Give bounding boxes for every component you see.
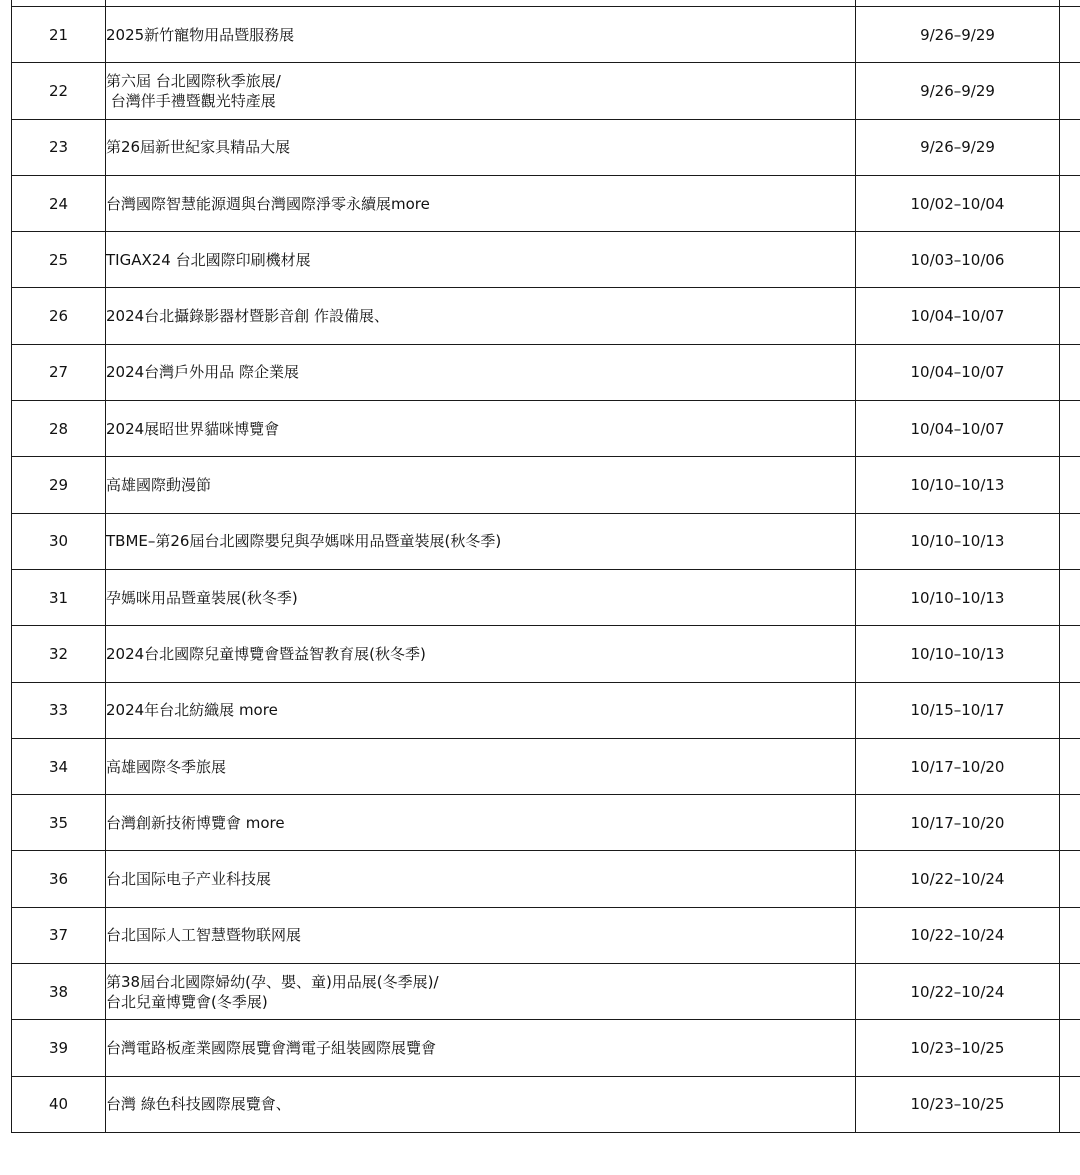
exhibition-name-line: 高雄國際動漫節	[106, 476, 212, 495]
exhibition-table	[11, 6, 1080, 1133]
extra-column-cell	[1060, 457, 1080, 513]
table-row	[12, 63, 1080, 119]
row-number: 30	[12, 513, 106, 569]
exhibition-name-line: 台灣創新技術博覽會 more	[106, 813, 285, 832]
row-number: 39	[12, 1020, 106, 1076]
exhibition-dates: 9/26–9/29	[856, 7, 1060, 63]
row-number: 34	[12, 738, 106, 794]
table-row	[12, 682, 1080, 738]
exhibition-name	[106, 63, 856, 119]
extra-column-cell	[1060, 1020, 1080, 1076]
exhibition-name	[106, 232, 856, 288]
exhibition-table-body	[12, 7, 1080, 1133]
exhibition-dates: 10/04–10/07	[856, 288, 1060, 344]
extra-column-cell	[1060, 513, 1080, 569]
extra-column-cell	[1060, 964, 1080, 1020]
table-row	[12, 1076, 1080, 1132]
table-row	[12, 401, 1080, 457]
exhibition-name-line: 2024年台北紡織展 more	[106, 701, 278, 720]
exhibition-name-line: 2024台北攝錄影器材暨影音創 作設備展、	[106, 307, 389, 326]
table-row	[12, 907, 1080, 963]
exhibition-name	[106, 964, 856, 1020]
table-row	[12, 175, 1080, 231]
table-row	[12, 119, 1080, 175]
extra-column-cell	[1060, 907, 1080, 963]
row-number: 23	[12, 119, 106, 175]
exhibition-name-line: 2024台灣戶外用品 際企業展	[106, 363, 299, 382]
exhibition-dates: 10/17–10/20	[856, 738, 1060, 794]
exhibition-name-line: 台灣伴手禮暨觀光特產展	[106, 91, 276, 110]
exhibition-dates: 10/10–10/13	[856, 626, 1060, 682]
table-row	[12, 513, 1080, 569]
row-number: 33	[12, 682, 106, 738]
exhibition-dates: 10/22–10/24	[856, 964, 1060, 1020]
exhibition-dates: 10/02–10/04	[856, 175, 1060, 231]
exhibition-name	[106, 795, 856, 851]
exhibition-name-line: 台灣國際智慧能源週與台灣國際淨零永續展more	[106, 194, 430, 213]
row-number: 22	[12, 63, 106, 119]
exhibition-dates: 10/22–10/24	[856, 851, 1060, 907]
exhibition-name	[106, 457, 856, 513]
table-row	[12, 7, 1080, 63]
exhibition-dates: 10/04–10/07	[856, 344, 1060, 400]
exhibition-dates: 9/26–9/29	[856, 63, 1060, 119]
extra-column-cell	[1060, 119, 1080, 175]
exhibition-name-line: 台北国际人工智慧暨物联网展	[106, 926, 302, 945]
extra-column-cell	[1060, 401, 1080, 457]
exhibition-name-line: 台灣 綠色科技國際展覽會、	[106, 1095, 291, 1114]
extra-column-cell	[1060, 175, 1080, 231]
row-number: 28	[12, 401, 106, 457]
table-row	[12, 738, 1080, 794]
row-number: 25	[12, 232, 106, 288]
exhibition-name	[106, 1076, 856, 1132]
exhibition-name-line: 台灣電路板產業國際展覽會灣電子組裝國際展覽會	[106, 1038, 437, 1057]
exhibition-name	[106, 344, 856, 400]
exhibition-name	[106, 1020, 856, 1076]
row-number: 31	[12, 569, 106, 625]
exhibition-name-line: 第38屆台北國際婦幼(孕、嬰、童)用品展(冬季展)/	[106, 972, 439, 991]
extra-column-cell	[1060, 569, 1080, 625]
exhibition-dates: 10/22–10/24	[856, 907, 1060, 963]
extra-column-cell	[1060, 682, 1080, 738]
row-number: 37	[12, 907, 106, 963]
extra-column-cell	[1060, 7, 1080, 63]
exhibition-name	[106, 119, 856, 175]
exhibition-name-line: 高雄國際冬季旅展	[106, 757, 227, 776]
table-row	[12, 344, 1080, 400]
row-number: 21	[12, 7, 106, 63]
exhibition-dates: 10/17–10/20	[856, 795, 1060, 851]
extra-column-cell	[1060, 1076, 1080, 1132]
exhibition-name	[106, 682, 856, 738]
exhibition-name-line: TIGAX24 台北國際印刷機材展	[106, 250, 311, 269]
exhibition-name	[106, 513, 856, 569]
exhibition-name-line: TBME–第26屆台北國際嬰兒與孕媽咪用品暨童裝展(秋冬季)	[106, 532, 502, 551]
extra-column-cell	[1060, 626, 1080, 682]
extra-column-cell	[1060, 851, 1080, 907]
exhibition-name-line: 第六屆 台北國際秋季旅展/	[106, 71, 281, 90]
extra-column-cell	[1060, 63, 1080, 119]
extra-column-cell	[1060, 795, 1080, 851]
exhibition-name-line: 2024台北國際兒童博覽會暨益智教育展(秋冬季)	[106, 644, 426, 663]
row-number: 24	[12, 175, 106, 231]
exhibition-dates: 10/04–10/07	[856, 401, 1060, 457]
exhibition-name	[106, 907, 856, 963]
exhibition-name-line: 2024展昭世界貓咪博覽會	[106, 419, 280, 438]
exhibition-name-line: 2025新竹寵物用品暨服務展	[106, 25, 295, 44]
exhibition-dates: 10/10–10/13	[856, 569, 1060, 625]
table-row	[12, 569, 1080, 625]
exhibition-name-line: 台北国际电子产业科技展	[106, 870, 272, 889]
extra-column-cell	[1060, 232, 1080, 288]
table-row	[12, 795, 1080, 851]
exhibition-dates: 10/10–10/13	[856, 513, 1060, 569]
table-row	[12, 1020, 1080, 1076]
table-row	[12, 626, 1080, 682]
row-number: 32	[12, 626, 106, 682]
exhibition-dates: 10/23–10/25	[856, 1076, 1060, 1132]
row-number: 29	[12, 457, 106, 513]
row-number: 38	[12, 964, 106, 1020]
exhibition-name	[106, 569, 856, 625]
exhibition-dates: 10/10–10/13	[856, 457, 1060, 513]
extra-column-cell	[1060, 344, 1080, 400]
exhibition-name	[106, 851, 856, 907]
exhibition-name	[106, 738, 856, 794]
table-row	[12, 851, 1080, 907]
extra-column-cell	[1060, 738, 1080, 794]
table-row	[12, 457, 1080, 513]
exhibition-name	[106, 626, 856, 682]
exhibition-dates: 10/15–10/17	[856, 682, 1060, 738]
exhibition-name	[106, 7, 856, 63]
exhibition-dates: 10/03–10/06	[856, 232, 1060, 288]
exhibition-name-line: 台北兒童博覽會(冬季展)	[106, 992, 268, 1011]
row-number: 27	[12, 344, 106, 400]
row-number: 36	[12, 851, 106, 907]
table-row	[12, 288, 1080, 344]
table-row	[12, 232, 1080, 288]
table-row	[12, 964, 1080, 1020]
extra-column-cell	[1060, 288, 1080, 344]
exhibition-name-line: 孕媽咪用品暨童裝展(秋冬季)	[106, 588, 298, 607]
exhibition-name	[106, 175, 856, 231]
exhibition-name-line: 第26屆新世紀家具精品大展	[106, 138, 291, 157]
row-number: 40	[12, 1076, 106, 1132]
exhibition-name	[106, 401, 856, 457]
row-number: 35	[12, 795, 106, 851]
exhibition-dates: 10/23–10/25	[856, 1020, 1060, 1076]
exhibition-name	[106, 288, 856, 344]
row-number: 26	[12, 288, 106, 344]
exhibition-dates: 9/26–9/29	[856, 119, 1060, 175]
